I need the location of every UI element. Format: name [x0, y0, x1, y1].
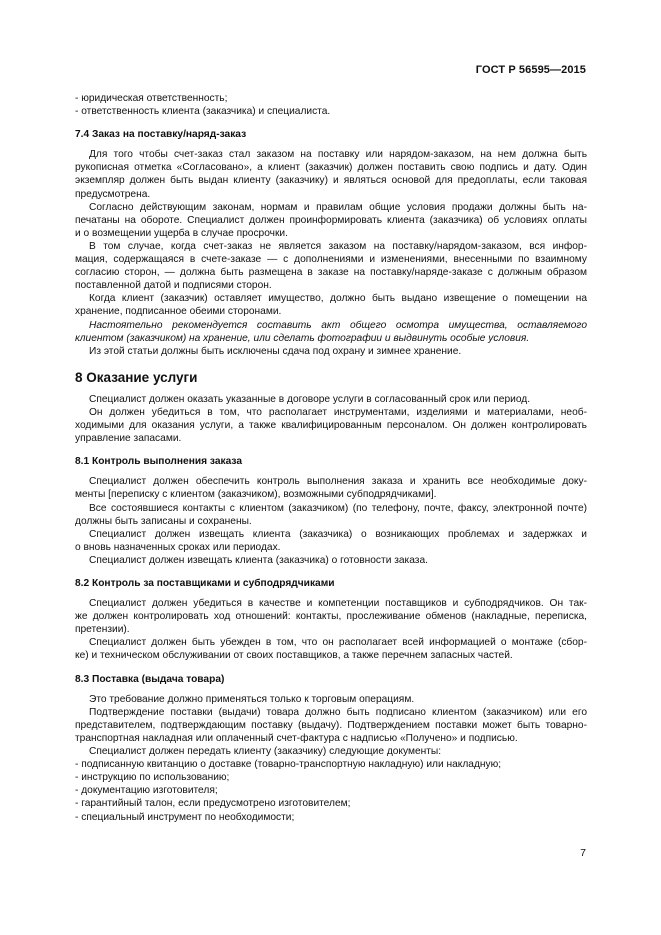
page-number: 7 [580, 847, 586, 859]
standard-number: ГОСТ Р 56595—2015 [475, 64, 586, 76]
section-8-heading: 8 Оказание услуги [75, 369, 198, 385]
text-line: Это требование должно применяться только к торговым операциям. [89, 693, 415, 705]
text-line: согласию сторон, — должна быть размещена в заказе на поставку/наряде-заказе с должным образом [75, 267, 587, 279]
list-item: - инструкцию по использованию; [75, 772, 230, 784]
text-line [75, 148, 587, 161]
paragraph [75, 597, 587, 636]
paragraph [75, 406, 587, 445]
paragraph [75, 528, 587, 554]
section-8-3-heading: 8.3 Поставка (выдача товара) [75, 673, 225, 685]
page-content [75, 92, 587, 824]
paragraph [75, 292, 587, 318]
text-line: Когда клиент (заказчик) оставляет имущество, должно быть выдано извещение о помещении на [89, 293, 587, 305]
text-line: экземпляр должен быть выдан клиенту (заказчику) и являться основой для предоплаты, если таковая [75, 175, 587, 187]
text-line: претензии). [75, 624, 130, 636]
documents-list [75, 758, 587, 823]
text-line: Специалист должен оказать указанные в договоре услуги в согласованный срок или период. [89, 393, 531, 405]
text-line: Согласно действующим законам, нормам и правилам общие условия продажи должны быть на- [89, 201, 587, 213]
text-line: Специалист должен извещать клиента (заказчика) о готовности заказа. [89, 554, 428, 566]
text-line: Все состоявшиеся контакты с клиентом (заказчиком) (по телефону, почте, факсу, электронной почте) [89, 502, 587, 514]
text-line: Специалист должен извещать клиента (заказчика) о возникающих проблемах и задержках и [89, 528, 587, 540]
text-line: хранение, подписанное обеими сторонами. [75, 306, 282, 318]
paragraph [75, 201, 587, 240]
text-line: менты [переписку с клиентом (заказчиком), возможными субподрядчиками]. [75, 489, 437, 501]
text-line: Из этой статьи должны быть исключены сдача под охрану и зимнее хранение. [89, 345, 462, 357]
paragraph [75, 345, 587, 358]
text-line: Подтверждение поставки (выдачи) товара должно быть подписано клиентом (заказчиком) или его [89, 706, 587, 718]
text-line: предусмотрена. [75, 188, 151, 200]
top-list [75, 92, 587, 118]
text-line: печатаны на обороте. Специалист должен проинформировать клиента (заказчика) об условиях оплаты [75, 214, 587, 226]
text-line: Специалист должен передать клиенту (заказчику) следующие документы: [89, 746, 442, 758]
paragraph [75, 393, 587, 406]
text-line: рукописная отметка «Согласовано», а клиент (заказчик) должен поставить свою подпись и дату. Один [75, 162, 587, 174]
list-item: - гарантийный талон, если предусмотрено изготовителем; [75, 798, 351, 810]
paragraph [75, 475, 587, 501]
text-line: транспортная накладная или оплаченный счет-фактура с надписью «Получено» и подписью. [75, 732, 518, 744]
list-item: - специальный инструмент по необходимости; [75, 811, 295, 823]
text-line: Настоятельно рекомендуется составить акт общего осмотра имущества, оставляемого [89, 319, 587, 331]
text-line: Он должен убедиться в том, что располагает инструментами, изделиями и материалами, необ- [89, 406, 587, 418]
text-line: представителем, подтверждающим поставку (выдачу). Подтверждением поставки может быть товарно- [75, 719, 587, 731]
list-item: - ответственность клиента (заказчика) и специалиста. [75, 106, 331, 118]
paragraph [75, 706, 587, 745]
text-line: ке) и техническом обслуживании от своих поставщиков, а также перечнем запасных частей. [75, 650, 513, 662]
text-line: ходимыми для оказания услуги, а также квалифицированным персоналом. Он должен контролировать [75, 420, 587, 432]
paragraph [75, 693, 587, 706]
paragraph [75, 554, 587, 567]
list-item: - подписанную квитанцию о доставке (товарно-транспортную накладную) или накладную; [75, 759, 502, 771]
text-line: и о возмещении ущерба в случае просрочки. [75, 227, 288, 239]
section-8-1-heading: 8.1 Контроль выполнения заказа [75, 456, 242, 468]
paragraph [75, 636, 587, 662]
paragraph [75, 502, 587, 528]
text-line: же должен контролировать ход отношений: контакты, прослеживание обменов (накладные, переписка, [75, 611, 587, 623]
text-line: Специалист должен обеспечить контроль выполнения заказа и хранить все необходимые доку- [89, 476, 587, 488]
text-line: о вновь назначенных сроках или периодах. [75, 541, 281, 553]
text-line: должны быть записаны и сохранены. [75, 515, 252, 527]
italic-paragraph [75, 319, 587, 345]
list-item: - документацию изготовителя; [75, 785, 218, 797]
paragraph [75, 240, 587, 292]
text-line: клиентом (заказчиком) на хранение, или сделать фотографии и выдвинуть особые условия. [75, 332, 530, 344]
paragraph [75, 148, 587, 200]
section-8-2-heading: 8.2 Контроль за поставщиками и субподрядчиками [75, 578, 335, 589]
list-item: - юридическая ответственность; [75, 93, 228, 104]
text-line-content: Для того чтобы счет-заказ стал заказом на поставку или нарядом-заказом, на нем должна быть [89, 149, 587, 161]
text-line: Специалист должен убедиться в качестве и компетенции поставщиков и субподрядчиков. Он так- [89, 598, 587, 610]
text-line: мация, содержащаяся в счете-заказе — с дополнениями и изменениями, внесенными по взаимному [75, 254, 587, 266]
text-line: поставленной датой и подписями сторон. [75, 280, 272, 292]
text-line: управление запасами. [75, 433, 182, 445]
paragraph [75, 745, 587, 758]
text-line: Специалист должен быть убежден в том, что он располагает всей информацией о монтаже (сбор- [89, 637, 587, 649]
text-line: В том случае, когда счет-заказ не является заказом на поставку/нарядом-заказом, вся инфор- [89, 240, 587, 252]
section-7-4-heading: 7.4 Заказ на поставку/наряд-заказ [75, 129, 247, 141]
